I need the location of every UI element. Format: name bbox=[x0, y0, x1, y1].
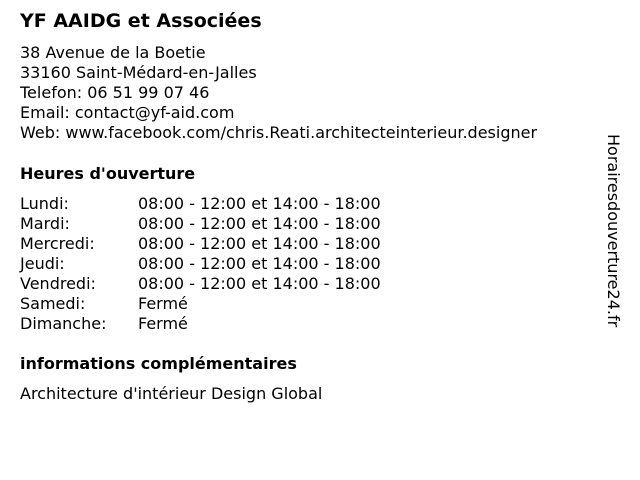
hours-row-sunday bbox=[20, 314, 381, 334]
info-text: Architecture d'intérieur Design Global bbox=[20, 384, 323, 403]
day-hours: 08:00 - 12:00 et 14:00 - 18:00 bbox=[138, 194, 381, 213]
day-label: Mercredi: bbox=[20, 234, 95, 253]
day-label: Jeudi: bbox=[20, 254, 65, 273]
hours-row-wednesday bbox=[20, 234, 381, 254]
day-hours: 08:00 - 12:00 et 14:00 - 18:00 bbox=[138, 274, 381, 293]
hours-row-tuesday bbox=[20, 214, 381, 234]
watermark-text: Horairesdouverture24.fr bbox=[604, 134, 623, 328]
day-label: Lundi: bbox=[20, 194, 69, 213]
hours-row-saturday bbox=[20, 294, 381, 314]
contact-block bbox=[20, 43, 537, 143]
hours-heading: Heures d'ouverture bbox=[20, 164, 196, 183]
address-line-1: 38 Avenue de la Boetie bbox=[20, 43, 206, 62]
day-label: Samedi: bbox=[20, 294, 86, 313]
address-line-2: 33160 Saint-Médard-en-Jalles bbox=[20, 63, 257, 82]
hours-row-thursday bbox=[20, 254, 381, 274]
web-text: Web: www.facebook.com/chris.Reati.architecteinterieur.designer bbox=[20, 123, 538, 142]
hours-row-friday bbox=[20, 274, 381, 294]
phone-text: Telefon: 06 51 99 07 46 bbox=[20, 83, 210, 102]
hours-table bbox=[20, 194, 381, 334]
hours-row-monday bbox=[20, 194, 381, 214]
day-hours: 08:00 - 12:00 et 14:00 - 18:00 bbox=[138, 234, 381, 253]
day-hours: 08:00 - 12:00 et 14:00 - 18:00 bbox=[138, 214, 381, 233]
email-text: Email: contact@yf-aid.com bbox=[20, 103, 235, 122]
day-label: Mardi: bbox=[20, 214, 70, 233]
day-hours: Fermé bbox=[138, 294, 188, 313]
day-label: Vendredi: bbox=[20, 274, 96, 293]
day-hours: Fermé bbox=[138, 314, 188, 333]
info-heading: informations complémentaires bbox=[20, 354, 297, 373]
business-name: YF AAIDG et Associées bbox=[20, 10, 262, 32]
day-label: Dimanche: bbox=[20, 314, 107, 333]
day-hours: 08:00 - 12:00 et 14:00 - 18:00 bbox=[138, 254, 381, 273]
